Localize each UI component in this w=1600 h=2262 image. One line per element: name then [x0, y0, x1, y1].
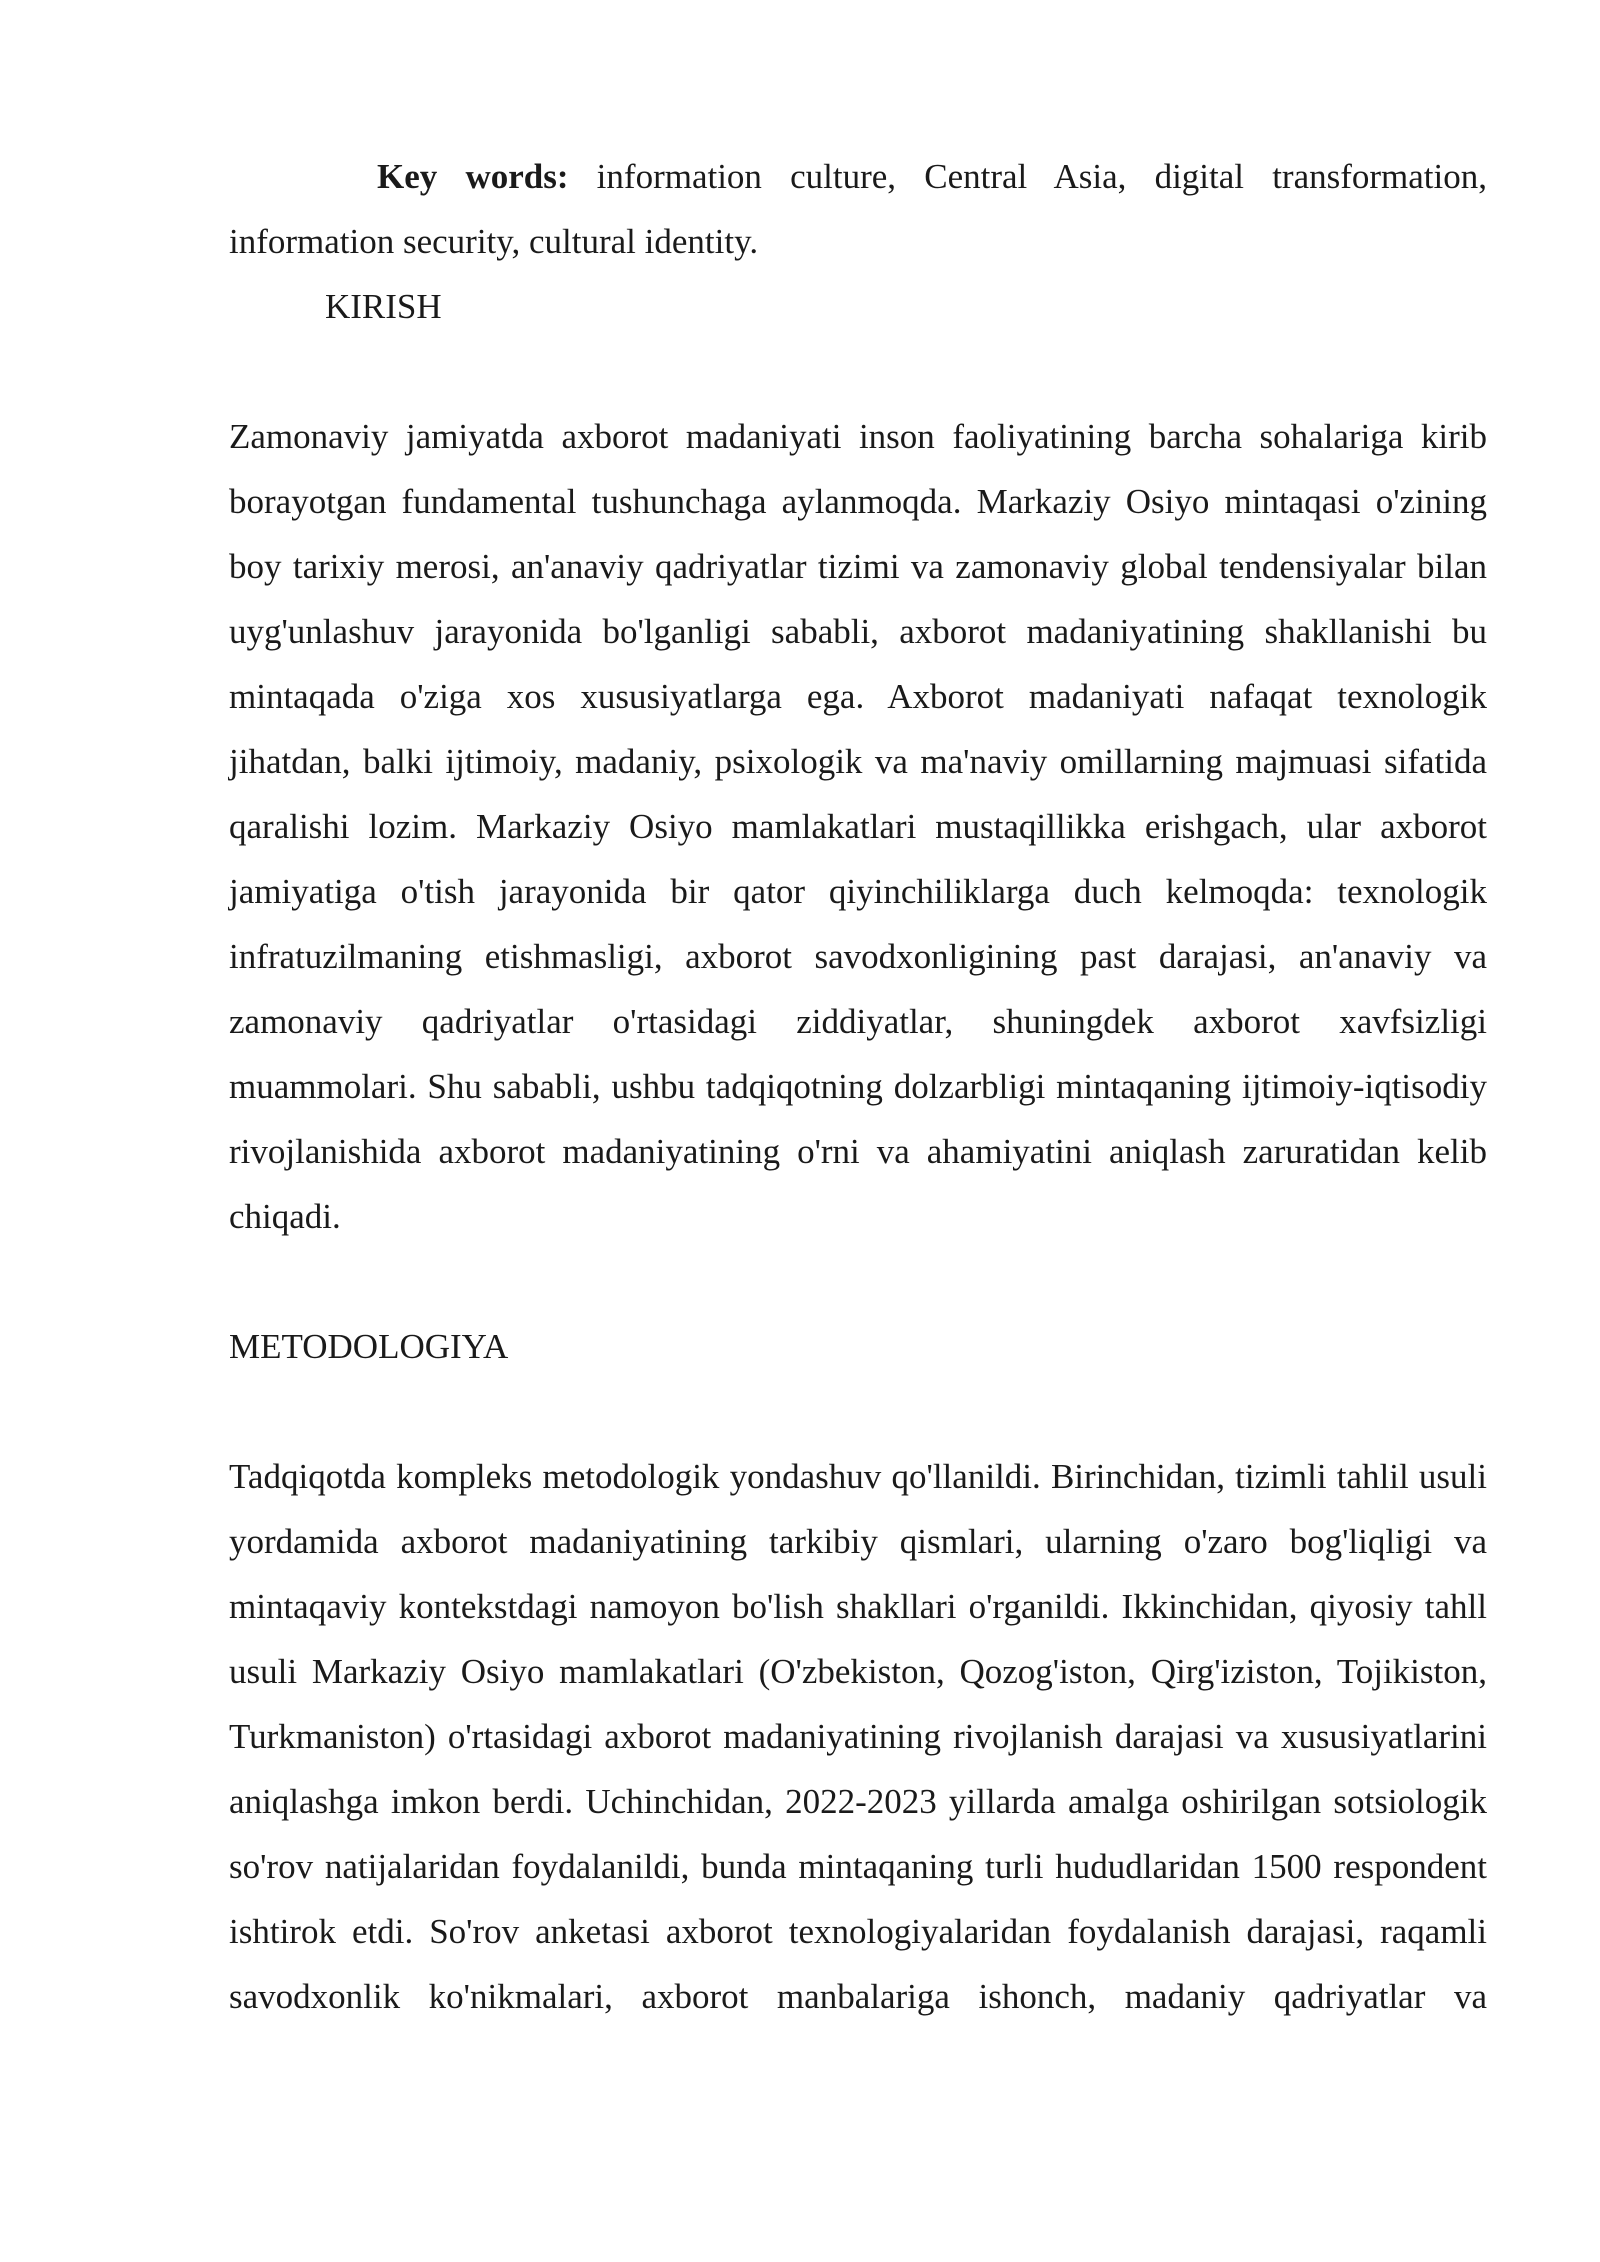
methodology-paragraph: Tadqiqotda kompleks metodologik yondashuv qo'llanildi. Birinchidan, tizimli tahlil usuli yordamida axborot madaniyatining tarkibiy qismlari, ularning o'zaro bog'liqligi va mintaqaviy kontekstdagi namoyon bo'lish shakllari o'rganildi. Ikkinchidan, qiyosiy tahll usuli Markaziy Osiyo mamlakatlari (O'zbekiston, Qozog'iston, Qirg'iziston, Tojikiston, Turkmaniston) o'rtasidagi axborot madaniyatining rivojlanish darajasi va xususiyatlarini aniqlashga imkon berdi. Uchinchidan, 2022-2023 yillarda amalga oshirilgan sotsiologik so'rov natijalaridan foydalanildi, bunda mintaqaning turli hududlaridan 1500 respondent ishtirok etdi. So'rov anketasi axborot texnologiyalaridan foydalanish darajasi, raqamli savodxonlik ko'nikmalari, axborot manbalariga ishonch, madaniy qadriyatlar va [229, 1457, 1487, 2016]
keywords-paragraph [229, 144, 1487, 274]
keywords-label: Key words: [377, 157, 569, 196]
keywords-text: information culture, Central Asia, digital transformation, information security, cultural identity. [229, 157, 1488, 261]
intro-heading: KIRISH [325, 287, 442, 326]
spacer [229, 1379, 1487, 1444]
intro-paragraph: Zamonaviy jamiyatda axborot madaniyati inson faoliyatining barcha sohalariga kirib borayotgan fundamental tushunchaga aylanmoqda. Markaziy Osiyo mintaqasi o'zining boy tarixiy merosi, an'anaviy qadriyatlar tizimi va zamonaviy global tendensiyalar bilan uyg'unlashuv jarayonida bo'lganligi sababli, axborot madaniyatining shakllanishi bu mintaqada o'ziga xos xususiyatlarga ega. Axborot madaniyati nafaqat texnologik jihatdan, balki ijtimoiy, madaniy, psixologik va ma'naviy omillarning majmuasi sifatida qaralishi lozim. Markaziy Osiyo mamlakatlari mustaqillikka erishgach, ular axborot jamiyatiga o'tish jarayonida bir qator qiyinchiliklarga duch kelmoqda: texnologik infratuzilmaning etishmasligi, axborot savodxonligining past darajasi, an'anaviy va zamonaviy qadriyatlar o'rtasidagi ziddiyatlar, shuningdek axborot xavfsizligi muammolari. Shu sababli, ushbu tadqiqotning dolzarbligi mintaqaning ijtimoiy-iqtisodiy rivojlanishida axborot madaniyatining o'rni va ahamiyatini aniqlash zaruratidan kelib chiqadi. [229, 417, 1487, 1236]
page-content [229, 144, 1487, 2029]
spacer [229, 1249, 1487, 1314]
methodology-heading: METODOLOGIYA [229, 1327, 509, 1366]
spacer [229, 339, 1487, 404]
